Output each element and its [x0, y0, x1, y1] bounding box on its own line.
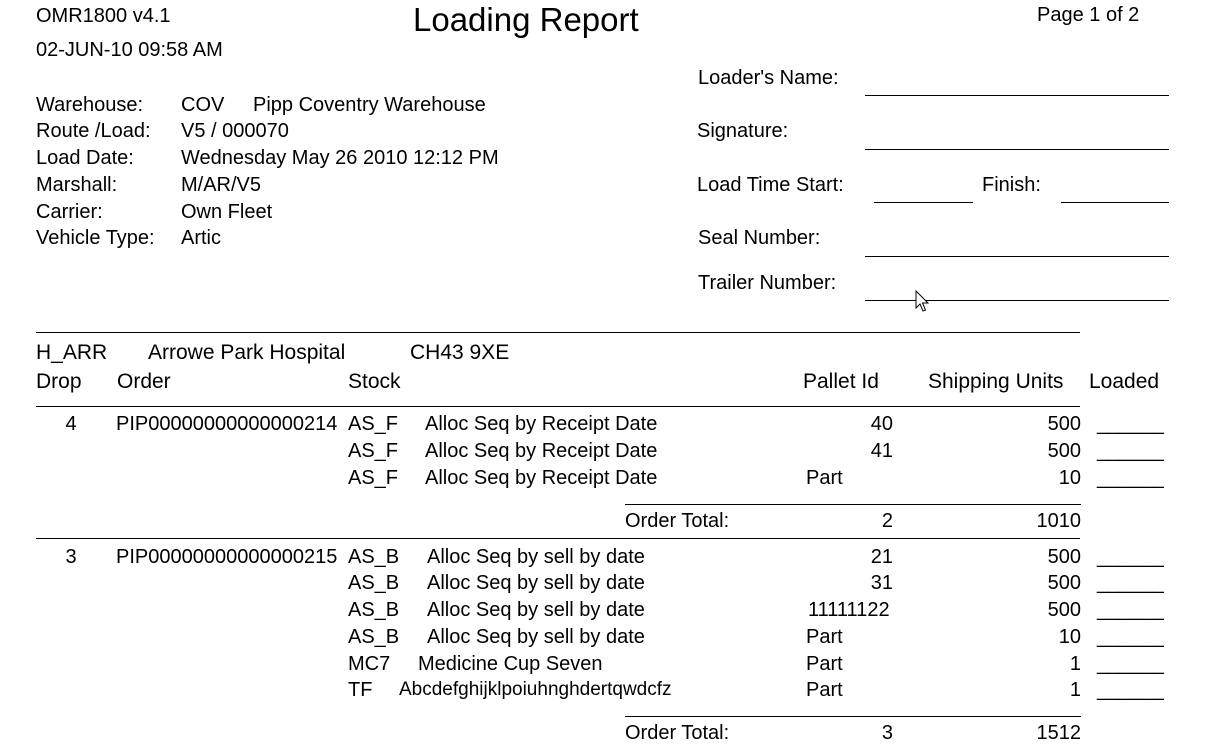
program-version: OMR1800 v4.1 [36, 5, 171, 27]
shipping-units: 500 [1047, 413, 1081, 435]
loaded-blank[interactable]: ______ [1097, 653, 1164, 675]
col-stock: Stock [348, 370, 401, 393]
loader-name-label: Loader's Name: [698, 67, 839, 89]
report-datetime: 02-JUN-10 09:58 AM [36, 39, 223, 61]
stock-code: AS_B [348, 599, 400, 621]
carrier-value: Own Fleet [181, 201, 273, 223]
stock-description: Alloc Seq by sell by date [427, 626, 645, 648]
shipping-units: 1 [1069, 679, 1081, 701]
pallet-id: Part [806, 626, 843, 648]
shipping-units: 1 [1069, 653, 1081, 675]
loaded-blank[interactable]: ______ [1097, 679, 1164, 701]
warehouse-name: Pipp Coventry Warehouse [253, 94, 486, 116]
pallet-id: Part [806, 467, 843, 489]
stock-code: AS_F [348, 467, 399, 489]
order-total-label: Order Total: [625, 510, 730, 532]
col-pallet-id: Pallet Id [803, 370, 879, 393]
shipping-units: 10 [1058, 467, 1081, 489]
signature-label: Signature: [697, 120, 789, 142]
stock-code: AS_F [348, 413, 399, 435]
mouse-cursor-icon [915, 290, 931, 314]
load-time-start-field[interactable] [874, 202, 973, 203]
stock-code: AS_B [348, 626, 400, 648]
stock-code: AS_F [348, 440, 399, 462]
load-date-label: Load Date: [36, 147, 134, 169]
load-date-value: Wednesday May 26 2010 12:12 PM [181, 147, 499, 169]
divider [36, 332, 1080, 333]
stock-description: Alloc Seq by sell by date [427, 599, 645, 621]
stock-code: MC7 [348, 653, 391, 675]
loaded-blank[interactable]: ______ [1097, 599, 1164, 621]
marshall-value: M/AR/V5 [181, 174, 262, 196]
customer-code: H_ARR [36, 341, 108, 364]
stock-code: AS_B [348, 572, 400, 594]
col-loaded: Loaded [1089, 370, 1160, 393]
loaded-blank[interactable]: ______ [1097, 546, 1164, 568]
shipping-units: 500 [1047, 440, 1081, 462]
finish-field[interactable] [1061, 202, 1169, 203]
col-shipping-units: Shipping Units [928, 370, 1064, 393]
finish-label: Finish: [982, 174, 1041, 196]
customer-postcode: CH43 9XE [410, 341, 510, 364]
vehicle-type-value: Artic [181, 227, 221, 249]
pallet-id: Part [806, 653, 843, 675]
order-drop: 3 [65, 546, 77, 568]
shipping-units: 500 [1047, 546, 1081, 568]
order-total-label: Order Total: [625, 722, 730, 744]
order-number: PIP00000000000000214 [116, 413, 338, 435]
loaded-blank[interactable]: ______ [1097, 626, 1164, 648]
stock-description: Alloc Seq by sell by date [427, 546, 645, 568]
loaded-blank[interactable]: ______ [1097, 440, 1164, 462]
loaded-blank[interactable]: ______ [1097, 572, 1164, 594]
col-drop: Drop [36, 370, 82, 393]
page-title: Loading Report [413, 1, 639, 38]
pallet-id: 11111122 [808, 599, 890, 621]
order-drop: 4 [65, 413, 77, 435]
pallet-id: 40 [870, 413, 893, 435]
order-number: PIP00000000000000215 [116, 546, 338, 568]
marshall-label: Marshall: [36, 174, 118, 196]
shipping-units: 500 [1047, 599, 1081, 621]
vehicle-type-label: Vehicle Type: [36, 227, 155, 249]
seal-number-field[interactable] [865, 256, 1169, 257]
stock-description: Alloc Seq by Receipt Date [425, 467, 658, 489]
seal-number-label: Seal Number: [698, 227, 821, 249]
divider [36, 538, 1080, 539]
order-total-units: 1512 [1036, 722, 1081, 744]
stock-code: AS_B [348, 546, 400, 568]
stock-description: Abcdefghijklpoiuhnghdertqwdcfz [399, 679, 672, 700]
order-total-pallets: 2 [881, 510, 893, 532]
divider [36, 406, 1080, 407]
page-number: Page 1 of 2 [1037, 4, 1140, 26]
carrier-label: Carrier: [36, 201, 103, 223]
pallet-id: 31 [870, 572, 893, 594]
stock-description: Alloc Seq by Receipt Date [425, 413, 658, 435]
warehouse-code: COV [181, 94, 225, 116]
customer-name: Arrowe Park Hospital [148, 341, 346, 364]
loaded-blank[interactable]: ______ [1097, 413, 1164, 435]
signature-field[interactable] [865, 149, 1169, 150]
col-order: Order [117, 370, 171, 393]
shipping-units: 10 [1058, 626, 1081, 648]
route-label: Route /Load: [36, 120, 151, 142]
pallet-id: Part [806, 679, 843, 701]
total-rule [625, 504, 1081, 505]
stock-description: Alloc Seq by sell by date [427, 572, 645, 594]
order-total-pallets: 3 [881, 722, 893, 744]
warehouse-label: Warehouse: [36, 94, 144, 116]
trailer-number-label: Trailer Number: [698, 272, 837, 294]
order-total-units: 1010 [1036, 510, 1081, 532]
pallet-id: 21 [870, 546, 893, 568]
stock-code: TF [348, 679, 373, 701]
loader-name-field[interactable] [865, 95, 1169, 96]
shipping-units: 500 [1047, 572, 1081, 594]
load-time-start-label: Load Time Start: [697, 174, 844, 196]
loaded-blank[interactable]: ______ [1097, 467, 1164, 489]
total-rule [625, 716, 1081, 717]
trailer-number-field[interactable] [865, 300, 1169, 301]
route-value: V5 / 000070 [181, 120, 289, 142]
stock-description: Medicine Cup Seven [418, 653, 603, 675]
pallet-id: 41 [870, 440, 893, 462]
stock-description: Alloc Seq by Receipt Date [425, 440, 658, 462]
